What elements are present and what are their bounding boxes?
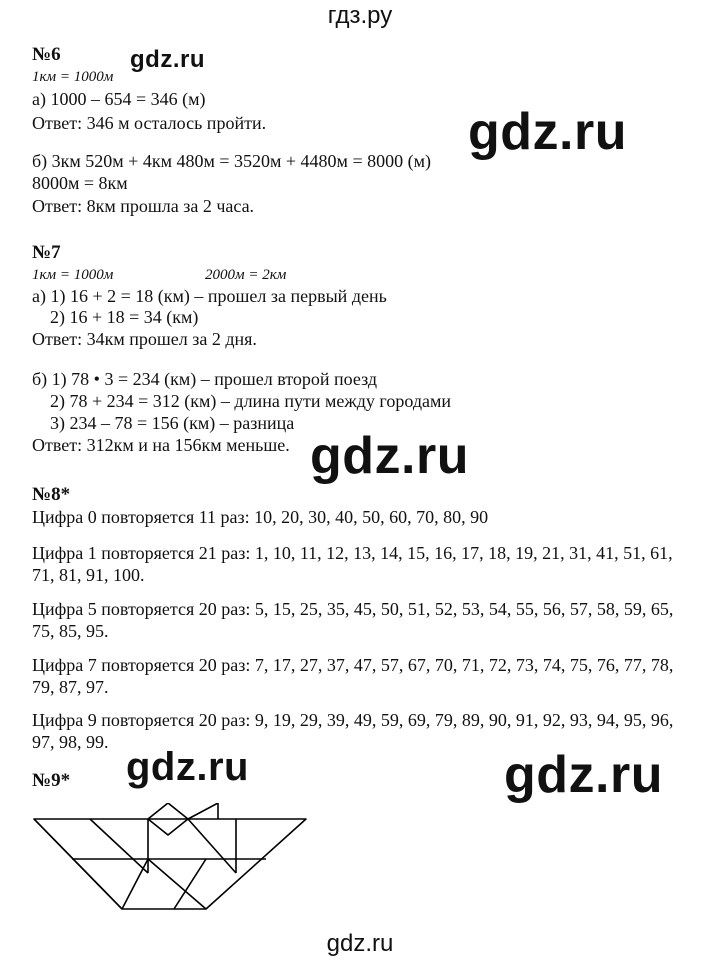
tangram-hull-left-edge xyxy=(34,819,122,909)
task8-digit-0: Цифра 0 повторяется 11 раз: 10, 20, 30, 40, 50, 60, 70, 80, 90 xyxy=(32,507,489,527)
task7-b3: 3) 234 – 78 = 156 (км) – разница xyxy=(50,413,295,433)
task6-note: 1км = 1000м xyxy=(32,69,114,85)
site-header: гдз.ру xyxy=(327,2,393,29)
task7-b-answer: Ответ: 312км и на 156км меньше. xyxy=(32,435,290,455)
task7-note-1: 1км = 1000м xyxy=(32,267,114,283)
task6-b-calc: б) 3км 520м + 4км 480м = 3520м + 4480м = 8000 (м) xyxy=(32,151,431,171)
task7-a1: а) 1) 16 + 2 = 18 (км) – прошел за первый день xyxy=(32,286,387,306)
task8-digit-5: Цифра 5 повторяется 20 раз: 5, 15, 25, 35, 45, 50, 51, 52, 53, 54, 55, 56, 57, 58, 59, 65, 75, 85, 95. xyxy=(32,599,674,641)
tangram-line-5 xyxy=(122,859,148,909)
task6-title: №6 xyxy=(32,44,61,65)
task6-b-conv: 8000м = 8км xyxy=(32,173,128,193)
tangram-line-6 xyxy=(148,859,206,909)
watermark-logo: gdz.ru xyxy=(468,103,627,161)
task7-title: №7 xyxy=(32,242,61,263)
tangram-line-7 xyxy=(174,859,206,909)
watermark-logo: gdz.ru xyxy=(310,427,469,485)
task8-digit-7: Цифра 7 повторяется 20 раз: 7, 17, 27, 37, 47, 57, 67, 70, 71, 72, 73, 74, 75, 76, 77, 78, 79, 87, 97. xyxy=(32,655,674,697)
task9-title: №9* xyxy=(32,770,71,791)
task7-a2: 2) 16 + 18 = 34 (км) xyxy=(50,307,199,327)
task8-digit-9: Цифра 9 повторяется 20 раз: 9, 19, 29, 39, 49, 59, 69, 79, 89, 90, 91, 92, 93, 94, 95, 96, 97, 98, 99. xyxy=(32,710,674,752)
tangram-boat-figure xyxy=(30,803,310,913)
task6-b-answer: Ответ: 8км прошла за 2 часа. xyxy=(32,196,255,216)
task6-a-answer: Ответ: 346 м осталось пройти. xyxy=(32,113,267,133)
task8-digit-1: Цифра 1 повторяется 21 раз: 1, 10, 11, 12, 13, 14, 15, 16, 17, 18, 19, 21, 31, 41, 51, 61, 71, 81, 91, 100. xyxy=(32,543,673,585)
task7-note-2: 2000м = 2км xyxy=(205,267,287,283)
watermark-logo: gdz.ru xyxy=(504,746,663,804)
tangram-line-1 xyxy=(90,819,148,873)
task6-a-calc: а) 1000 – 654 = 346 (м) xyxy=(32,89,206,109)
watermark-logo: gdz.ru xyxy=(126,745,249,789)
watermark-logo: gdz.ru xyxy=(130,46,205,73)
tangram-sail-edge xyxy=(188,803,218,819)
task8-title: №8* xyxy=(32,484,71,505)
site-footer: gdz.ru xyxy=(326,930,394,957)
task7-b2: 2) 78 + 234 = 312 (км) – длина пути между городами xyxy=(50,391,452,411)
task7-a-answer: Ответ: 34км прошел за 2 дня. xyxy=(32,329,257,349)
tangram-line-3 xyxy=(188,819,236,873)
task7-b1: б) 1) 78 • 3 = 234 (км) – прошел второй поезд xyxy=(32,369,378,389)
